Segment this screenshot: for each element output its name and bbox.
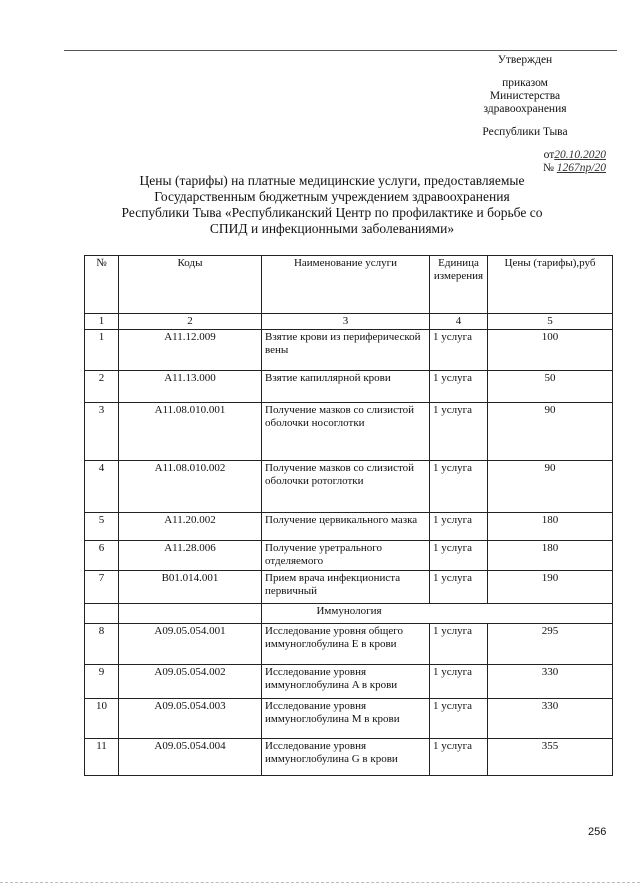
table-row (85, 624, 613, 665)
approval-line: здравоохранения (483, 103, 567, 115)
row-service-name: Получение мазков со слизистой оболочки ротоглотки (262, 461, 430, 513)
approval-line: Министерства (489, 90, 561, 102)
row-code: A09.05.054.003 (119, 699, 262, 739)
row-code: A11.12.009 (119, 330, 262, 371)
approval-number: № 1267пр/20 (542, 162, 606, 174)
col-num: 4 (430, 314, 488, 330)
row-unit: 1 услуга (430, 371, 488, 403)
row-code: A11.08.010.002 (119, 461, 262, 513)
row-price: 90 (488, 403, 613, 461)
row-code: A11.13.000 (119, 371, 262, 403)
header-price: Цены (тарифы),руб (488, 256, 613, 314)
approval-date: от20.10.2020 (543, 149, 606, 161)
row-price: 330 (488, 665, 613, 699)
row-service-name: Исследование уровня иммуноглобулина A в крови (262, 665, 430, 699)
row-number: 10 (85, 699, 119, 739)
table-row (85, 739, 613, 776)
row-service-name: Взятие крови из периферической вены (262, 330, 430, 371)
approval-line: Республики Тыва (482, 126, 568, 138)
section-row (85, 604, 613, 624)
row-code: B01.014.001 (119, 571, 262, 604)
col-num: 5 (488, 314, 613, 330)
row-service-name: Получение уретрального отделяемого (262, 541, 430, 571)
row-price: 355 (488, 739, 613, 776)
table-row (85, 371, 613, 403)
row-unit: 1 услуга (430, 665, 488, 699)
row-number: 6 (85, 541, 119, 571)
row-unit: 1 услуга (430, 739, 488, 776)
row-number: 5 (85, 513, 119, 541)
row-number: 3 (85, 403, 119, 461)
page-number: 256 (588, 826, 607, 838)
header-service-name: Наименование услуги (262, 256, 430, 314)
row-number: 1 (85, 330, 119, 371)
approval-line: Утвержден (497, 54, 553, 66)
row-price: 190 (488, 571, 613, 604)
row-unit: 1 услуга (430, 699, 488, 739)
scan-edge-divider (0, 882, 640, 883)
row-code: A11.20.002 (119, 513, 262, 541)
row-code: A11.08.010.001 (119, 403, 262, 461)
row-number: 4 (85, 461, 119, 513)
row-unit: 1 услуга (430, 624, 488, 665)
approval-line: приказом (502, 77, 548, 89)
row-unit: 1 услуга (430, 541, 488, 571)
row-price: 100 (488, 330, 613, 371)
header-rule (64, 50, 617, 51)
section-header-immunology: Иммунология (262, 604, 613, 624)
row-price: 180 (488, 541, 613, 571)
row-number: 9 (85, 665, 119, 699)
row-price: 295 (488, 624, 613, 665)
row-number: 7 (85, 571, 119, 604)
price-table (84, 255, 613, 776)
row-unit: 1 услуга (430, 513, 488, 541)
approval-block (440, 54, 610, 175)
column-number-row (85, 314, 613, 330)
table-row (85, 330, 613, 371)
row-number: 2 (85, 371, 119, 403)
col-num: 2 (119, 314, 262, 330)
row-service-name: Получение цервикального мазка (262, 513, 430, 541)
header-number: № (85, 256, 119, 314)
row-unit: 1 услуга (430, 571, 488, 604)
table-row (85, 403, 613, 461)
table-row (85, 699, 613, 739)
handwritten-date: 20.10.2020 (554, 149, 606, 161)
table-row (85, 571, 613, 604)
table-row (85, 513, 613, 541)
row-service-name: Исследование уровня иммуноглобулина G в крови (262, 739, 430, 776)
handwritten-number: 1267пр/20 (556, 162, 606, 174)
row-number: 11 (85, 739, 119, 776)
row-price: 90 (488, 461, 613, 513)
table-row (85, 461, 613, 513)
col-num: 3 (262, 314, 430, 330)
header-codes: Коды (119, 256, 262, 314)
row-service-name: Прием врача инфекциониста первичный (262, 571, 430, 604)
row-service-name: Получение мазков со слизистой оболочки носоглотки (262, 403, 430, 461)
row-unit: 1 услуга (430, 330, 488, 371)
row-price: 180 (488, 513, 613, 541)
row-unit: 1 услуга (430, 403, 488, 461)
row-service-name: Взятие капиллярной крови (262, 371, 430, 403)
row-price: 50 (488, 371, 613, 403)
row-code: A11.28.006 (119, 541, 262, 571)
row-code: A09.05.054.001 (119, 624, 262, 665)
row-code: A09.05.054.004 (119, 739, 262, 776)
table-row (85, 665, 613, 699)
row-number: 8 (85, 624, 119, 665)
row-unit: 1 услуга (430, 461, 488, 513)
header-unit: Единица измерения (430, 256, 488, 314)
row-code: A09.05.054.002 (119, 665, 262, 699)
col-num: 1 (85, 314, 119, 330)
document-title: Цены (тарифы) на платные медицинские услуги, предоставляемые Государственным бюджетным учреждением здравоохранения Республики Тыва «Республиканский Центр по профилактике и борьбе со СПИД и инфекционными заболеваниями» (121, 173, 543, 236)
table-row (85, 541, 613, 571)
row-service-name: Исследование уровня общего иммуноглобулина E в крови (262, 624, 430, 665)
row-service-name: Исследование уровня иммуноглобулина M в крови (262, 699, 430, 739)
row-price: 330 (488, 699, 613, 739)
table-header-row (85, 256, 613, 314)
